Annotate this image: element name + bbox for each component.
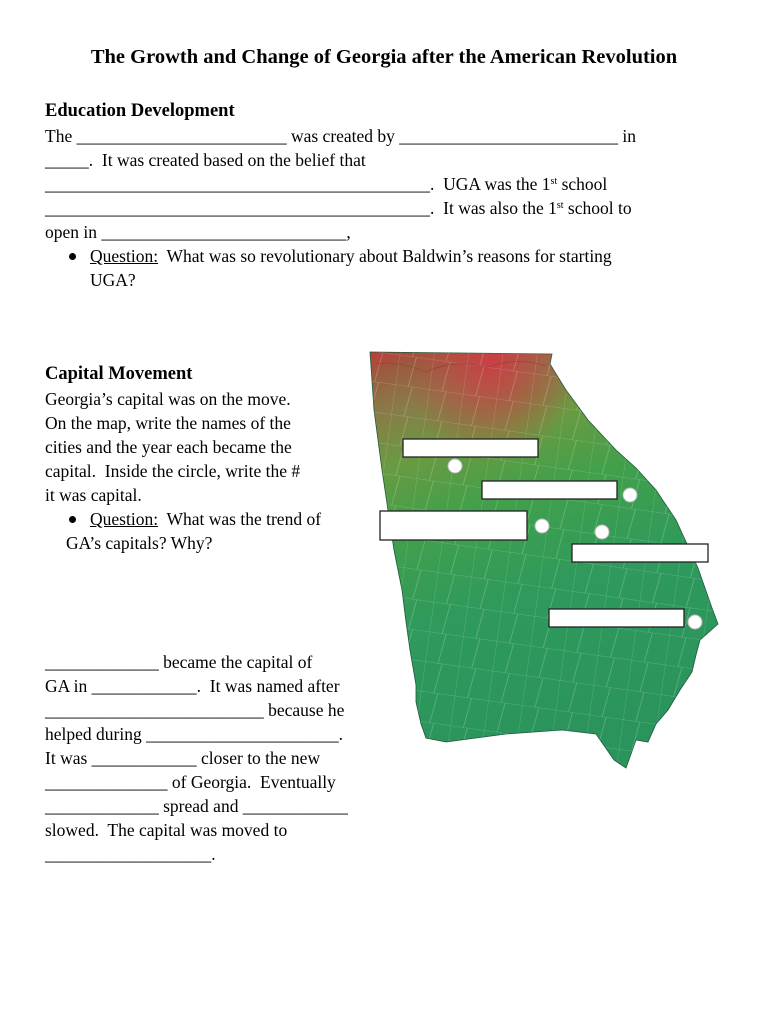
education-line-3-text: ____________________________________________. UGA was the 1	[45, 174, 551, 194]
education-line-4-text: ____________________________________________. It was also the 1	[45, 198, 557, 218]
education-question-label: Question:	[90, 246, 159, 266]
georgia-map	[366, 350, 726, 770]
capital-question-cont: GA’s capitals? Why?	[66, 533, 213, 553]
capital-fill-8: slowed. The capital was moved to	[45, 820, 288, 840]
capital-fill-9: ___________________.	[45, 844, 216, 864]
city-circle[interactable]	[448, 459, 462, 473]
city-label-box[interactable]	[549, 609, 684, 627]
education-line-4-end: school to	[563, 198, 632, 218]
education-line-2: _____. It was created based on the belief that	[45, 150, 366, 170]
education-line-3-sup: st	[550, 176, 558, 187]
education-line-4	[45, 196, 632, 220]
capital-question-label: Question:	[90, 509, 159, 529]
capital-fill-3: _________________________ because he	[45, 700, 345, 720]
city-label-box[interactable]	[572, 544, 708, 562]
capital-fill-1: _____________ became the capital of	[45, 652, 313, 672]
capital-fill-4: helped during ______________________.	[45, 724, 343, 744]
education-line-1: The ________________________ was created by _________________________ in	[45, 126, 637, 146]
capital-line-3: cities and the year each became the	[45, 437, 292, 457]
capital-line-4: capital. Inside the circle, write the #	[45, 461, 301, 481]
capital-fill-2: GA in ____________. It was named after	[45, 676, 340, 696]
bullet-icon	[69, 253, 76, 260]
capital-line-1: Georgia’s capital was on the move.	[45, 389, 291, 409]
education-line-4-sup: st	[556, 200, 564, 211]
capital-line-5: it was capital.	[45, 485, 142, 505]
education-line-5: open in ____________________________,	[45, 222, 351, 242]
education-question-cont: UGA?	[90, 270, 136, 290]
city-circle[interactable]	[535, 519, 549, 533]
education-question	[90, 244, 612, 268]
city-label-box[interactable]	[380, 511, 527, 540]
city-label-box[interactable]	[403, 439, 538, 457]
capital-line-2: On the map, write the names of the	[45, 413, 291, 433]
education-line-3-end: school	[557, 174, 608, 194]
city-circle[interactable]	[623, 488, 637, 502]
city-label-box[interactable]	[482, 481, 617, 499]
capital-fill-6: ______________ of Georgia. Eventually	[45, 772, 336, 792]
capital-question-text: What was the trend of	[158, 509, 322, 529]
education-question-text: What was so revolutionary about Baldwin’s reasons for starting	[158, 246, 612, 266]
capital-question	[90, 507, 321, 531]
capital-fill-5: It was ____________ closer to the new	[45, 748, 321, 768]
capital-fill-7: _____________ spread and ____________	[45, 796, 348, 816]
education-line-3	[45, 172, 607, 196]
bullet-icon	[69, 516, 76, 523]
capital-heading: Capital Movement	[45, 364, 193, 384]
education-heading: Education Development	[45, 101, 235, 121]
city-circle[interactable]	[688, 615, 702, 629]
city-circle[interactable]	[595, 525, 609, 539]
page-title: The Growth and Change of Georgia after the American Revolution	[90, 46, 678, 68]
